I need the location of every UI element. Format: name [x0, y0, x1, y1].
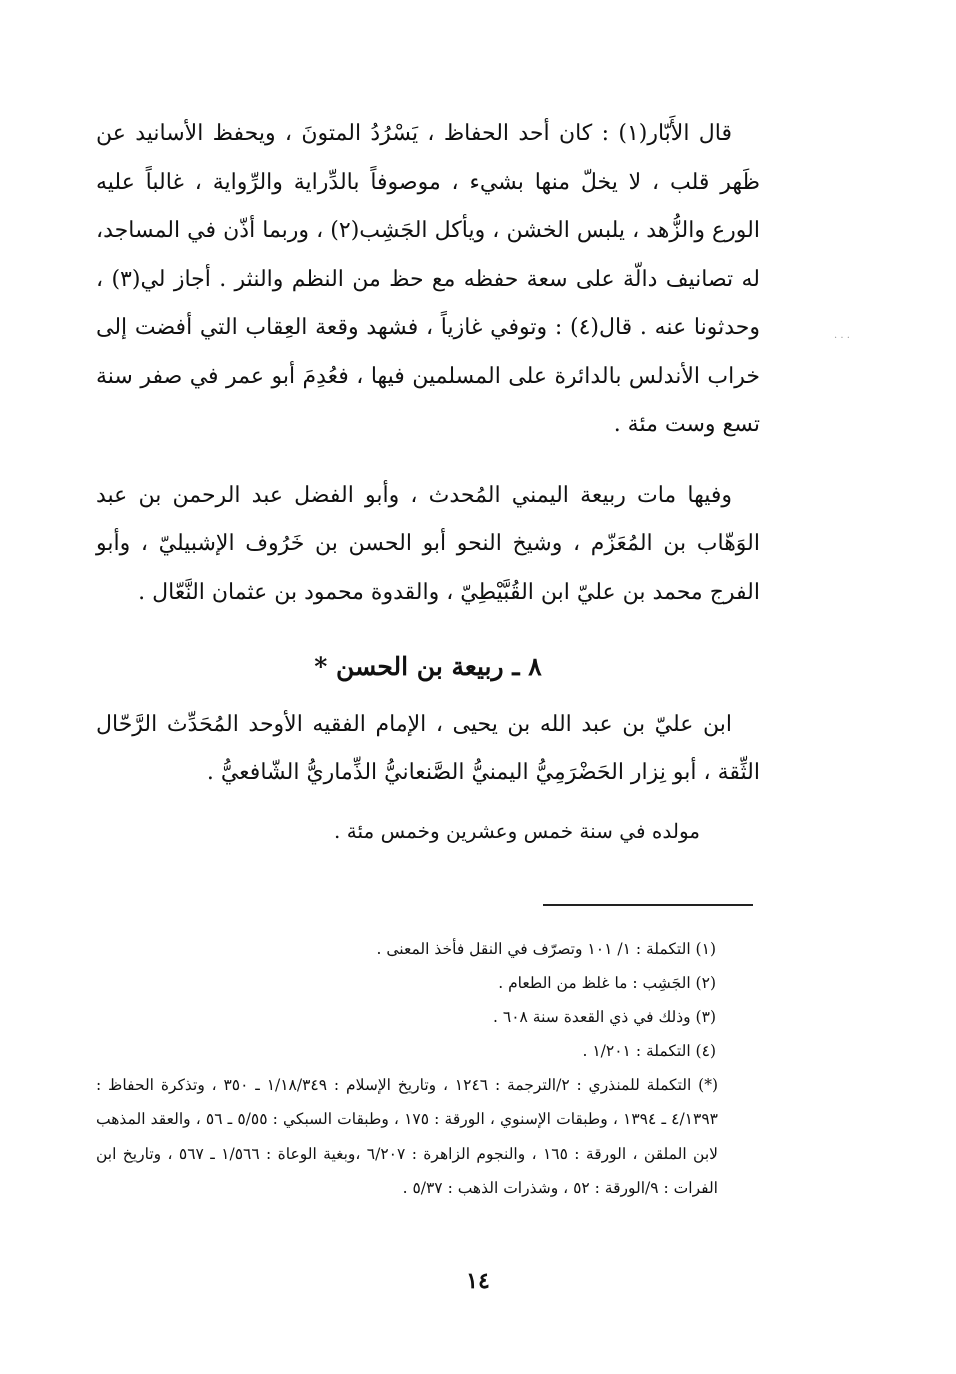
- footnote-4: (٤) التكملة : ١/٢٠١ .: [582, 1042, 716, 1060]
- entry-birth: مولده في سنة خمس وعشرين وخمس مئة .: [334, 819, 700, 843]
- paragraph-abbar-quote: قال الأَبّار(١) : كان أحد الحفاظ ، يَسْرُدُ المتونَ ، ويحفظ الأسانيد عن ظَهر قلب ، لا يخلّ منها بشيء ، موصوفاً بالدِّراية والرِّواية ، غالباً عليه الورع والزُّهد ، يلبس الخشن ، ويأكل الجَشِب(٢) ، وربما أذّن في المساجد، له تصانيف دالّة على سعة حفظه مع حظ من النظم والنثر . أجاز لي(٣) ، وحدثونا عنه . قال(٤) : وتوفي غازياً ، فشهد وقعة العِقاب التي أفضت إلى خراب الأندلس بالدائرة على المسلمين فيها ، فعُدِمَ أبو عمر في صفر سنة تسع وست مئة .: [96, 121, 761, 437]
- margin-dots: . . .: [834, 330, 850, 341]
- entry-biography: ابن عليّ بن عبد الله بن يحيى ، الإمام الفقيه الأوحد المُحَدِّث الرَّحّال الثِّقة ، أبو نِزار الحَضْرَمِيُّ اليمنيُّ الصَّنعانيُّ الذِّماريُّ الشّافعيُّ .: [96, 712, 760, 785]
- footnote-1: (١) التكملة : ١/ ١٠١ وتصرّف في النقل فأخذ المعنى .: [376, 940, 716, 958]
- footnote-3: (٣) وذلك في ذي القعدة سنة ٦٠٨ .: [493, 1008, 716, 1026]
- paragraph-deaths: وفيها مات ربيعة اليمني المُحدث ، وأبو الفضل عبد الرحمن بن عبد الوَهّاب بن المُعَزّم ، وشيخ النحو أبو الحسن بن خَرُوف الإشبيليّ ، وأبو الفرج محمد بن عليّ ابن القُبَّيْطِيّ ، والقدوة محمود بن عثمان النَّعّال .: [96, 482, 760, 605]
- page-number: ١٤: [466, 1268, 490, 1294]
- footnote-2: (٢) الجَشِب : ما غلظ من الطعام .: [498, 974, 716, 992]
- source-note: (*) التكملة للمنذري : ٢/الترجمة : ١٢٤٦ ، وتاريخ الإسلام : ١/١٨/٣٤٩ ـ ٣٥٠ ، وتذكرة الحفاظ : ٤/١٣٩٣ ـ ١٣٩٤ ، وطبقات الإسنوي ، الورقة : ١٧٥ ، وطبقات السبكي : ٥/٥٥ ـ ٥٦ ، والعقد المذهب لابن الملقن ، الورقة : ١٦٥ ، والنجوم الزاهرة : ٦/٢٠٧ ،وبغية الوعاة : ١/٥٦٦ ـ ٥٦٧ ، وتاريخ ابن الفرات : ٩/الورقة : ٥٢ ، وشذرات الذهب : ٥/٣٧ .: [96, 1076, 718, 1197]
- entry-heading: ٨ ـ ربيعة بن الحسن *: [314, 652, 542, 681]
- main-text: [96, 110, 760, 871]
- footnote-divider: [543, 904, 753, 906]
- footnotes: [96, 932, 758, 1205]
